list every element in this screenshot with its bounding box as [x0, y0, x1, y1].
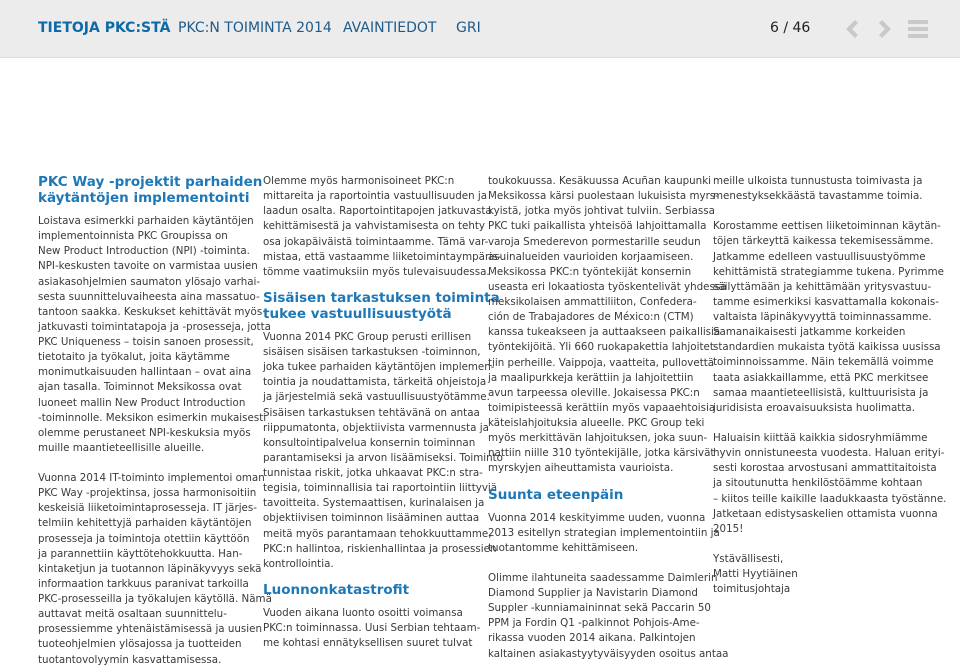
- previous-page-button[interactable]: [840, 17, 864, 41]
- text-line: ja järjestelmiä sekä vastuullisuustyötämme.: [263, 391, 490, 404]
- text-line: menestyksekkäästä tavastamme toimia.: [713, 190, 923, 203]
- text-line: juridisista eroavaisuuksista huolimatta.: [713, 401, 915, 414]
- text-line: PPM ja Fordin Q1 -palkinnot Pohjois-Ame-: [488, 617, 700, 630]
- text-line: sesti korostaa arvostusani ammattitaitoista: [713, 462, 937, 475]
- heading-line: Luonnonkatastrofit: [263, 581, 410, 598]
- text-line: meitä myös parantamaan tehokkuuttamme,: [263, 527, 492, 540]
- text-line: kyistä, jotka myös johtivat tulviin. Serbiassa: [488, 205, 715, 218]
- text-line: kintaketjun ja tuotannon läpinäkyvyys sekä: [38, 562, 262, 575]
- menu-icon: [906, 17, 930, 41]
- text-line: tuotantomme kehittämiseen.: [488, 541, 639, 554]
- text-line: sesta suunnitteluvaiheesta aina massatuo-: [38, 290, 260, 303]
- text-line: kontrollointia.: [263, 557, 334, 570]
- paragraph-harmonization: [263, 174, 503, 280]
- tab-pkc-toiminta-2014[interactable]: PKC:N TOIMINTA 2014: [178, 20, 332, 36]
- text-line: Samanaikaisesti jatkamme korkeiden: [713, 326, 906, 339]
- text-line: PKC Way -projektinsa, jossa harmonisoitiin: [38, 487, 257, 500]
- text-line: kanssa tukeakseen ja auttaakseen paikallisia: [488, 326, 721, 339]
- text-line: ción de Trabajadores de México:n (CTM): [488, 311, 694, 324]
- text-line: kaltainen asiakastyytyväisyyden osoitus antaa: [488, 647, 729, 660]
- text-line: prosesseja ja toimintoja otettiin käyttöön: [38, 532, 250, 545]
- paragraph-floods-help: [488, 174, 728, 477]
- text-line: tömme vaatimuksiin myös tulevaisuudessa.: [263, 265, 490, 278]
- text-line: keskeisiä liiketoimintaprosesseja. IT järjes-: [38, 502, 257, 515]
- text-line: useasta eri lokaatiosta työskentelivät yhdessä: [488, 280, 727, 293]
- heading-line: Sisäisen tarkastuksen toiminta: [263, 289, 500, 306]
- text-line: taata asiakkaillamme, että PKC merkitsee: [713, 371, 929, 384]
- column-1: [38, 174, 272, 668]
- text-line: Vuonna 2014 PKC Group perusti erillisen: [263, 330, 472, 343]
- heading-line: PKC Way -projektit parhaiden: [38, 174, 263, 190]
- paragraph-ethics: [713, 219, 946, 416]
- text-line: mittareita ja raportointia vastuullisuuden ja: [263, 190, 488, 203]
- text-line: sisäisen sisäisen tarkastuksen -toiminnon,: [263, 346, 481, 358]
- column-2: [263, 174, 503, 651]
- page-counter: 6 / 46: [770, 20, 811, 36]
- text-line: avun tarpeessa oleville. Jokaisessa PKC:n: [488, 386, 700, 399]
- text-line: ajan tasalla. Toiminnot Meksikossa ovat: [38, 381, 242, 394]
- tab-avaintiedot[interactable]: AVAINTIEDOT: [343, 20, 437, 36]
- text-line: New Product Introduction (NPI) -toiminta.: [38, 245, 250, 258]
- text-line: toiminnoissamme. Näin tekemällä voimme: [713, 356, 934, 369]
- text-line: Vuoden aikana luonto osoitti voimansa: [263, 606, 463, 619]
- text-line: käteislahjoituksia alueelle. PKC Group teki: [488, 417, 705, 429]
- paragraph-recognition: [713, 174, 946, 204]
- text-line: Jatkamme edelleen vastuullisuustyömme: [713, 250, 926, 263]
- text-line: tuoteohjelmien ylösajossa ja tuotteiden: [38, 638, 242, 651]
- text-line: PKC:n toiminnassa. Uusi Serbian tehtaam-: [263, 622, 481, 634]
- paragraph-thanks: [713, 431, 946, 537]
- text-line: ja sitoutunutta henkilöstöämme kohtaan: [713, 477, 923, 490]
- text-line: tunnistaa riskit, jotka uhkaavat PKC:n stra-: [263, 467, 483, 479]
- text-line: Matti Hyytiäinen: [713, 568, 798, 581]
- text-line: jatkuvasti toimintatapoja ja -prosesseja, jotta: [38, 320, 271, 333]
- text-line: joka tukee parhaiden käytäntöjen implemen-: [263, 361, 495, 374]
- heading-internal-audit: [263, 290, 503, 322]
- text-line: tantoon saakka. Keskukset kehittävät myös: [38, 305, 263, 318]
- text-line: myös merkittävän lahjoituksen, joka suun-: [488, 432, 708, 445]
- text-line: – kiitos teille kaikille laadukkaasta työstänne.: [713, 492, 947, 505]
- text-line: NPI-keskusten tavoite on varmistaa uusien: [38, 260, 258, 273]
- text-line: tiin perheille. Vaippoja, vaatteita, pullovettä: [488, 356, 715, 369]
- next-page-button[interactable]: [873, 17, 897, 41]
- heading-line: tukee vastuullisuustyötä: [263, 305, 452, 322]
- text-line: PKC-prosesseilla ja työkalujen käytöllä. Nämä: [38, 593, 272, 606]
- text-line: me kohtasi ennätyksellisen suuret tulvat: [263, 637, 473, 650]
- text-line: Meksikossa PKC:n työntekijät konsernin: [488, 265, 692, 278]
- text-line: 2015!: [713, 522, 744, 535]
- text-line: luoneet mallin New Product Introduction: [38, 396, 246, 409]
- text-line: Jatketaan edistysaskelien ottamista vuonna: [713, 507, 938, 520]
- text-line: tietotaito ja työkalut, joita käytämme: [38, 351, 230, 364]
- text-line: osa jokapäiväistä toimintaamme. Tämä var-: [263, 235, 489, 248]
- paragraph-awards: [488, 571, 728, 662]
- text-line: parantamiseksi ja arvon lisäämiseksi. Toiminto: [263, 451, 503, 464]
- text-line: telmiin kehitettyjä parhaiden käytäntöjen: [38, 517, 252, 530]
- text-line: riippumatonta, objektiivista varmennusta ja: [263, 421, 489, 434]
- text-line: toimitusjohtaja: [713, 583, 791, 596]
- heading-natural-disasters: [263, 582, 503, 598]
- text-line: rikassa vuoden 2014 aikana. Palkintojen: [488, 632, 696, 645]
- text-line: meksikolaisen ammattiliiton, Confedera-: [488, 296, 697, 308]
- text-line: tointia ja noudattamista, tärkeitä ohjeistoja: [263, 376, 487, 389]
- text-line: toimipisteessä kerättiin myös vapaaehtoisia: [488, 401, 716, 414]
- text-line: tegisia, toiminnallisia tai raportointiin liittyviä: [263, 482, 498, 495]
- text-line: Loistava esimerkki parhaiden käytäntöjen: [38, 215, 254, 227]
- text-line: ja maalipurkkeja kerättiin ja lahjoitettiin: [488, 371, 694, 384]
- paragraph-npi: [38, 214, 272, 456]
- heading-line: käytäntöjen implementointi: [38, 190, 250, 206]
- heading-line: Suunta eteenpäin: [488, 486, 624, 503]
- text-line: varoja Smederevon pormestarille seudun: [488, 235, 701, 248]
- text-line: työntekijöitä. Yli 660 ruokapakettia lahjoitet-: [488, 341, 718, 354]
- text-line: Meksikossa kärsi puolestaan lukuisista myrs-: [488, 190, 719, 203]
- text-line: Vuonna 2014 IT-toiminto implementoi oman: [38, 472, 265, 485]
- text-line: tamme esimerkiksi kasvattamalla kokonais-: [713, 295, 939, 308]
- text-line: meille ulkoista tunnustusta toimivasta ja: [713, 175, 923, 187]
- text-line: monimutkaisuuden hallintaan – ovat aina: [38, 366, 252, 379]
- text-line: asiakasohjelmien saumaton ylösajo varhai-: [38, 275, 261, 288]
- text-line: PKC tuki paikallista yhteisöä lahjoittamalla: [488, 220, 707, 233]
- tab-gri[interactable]: GRI: [456, 20, 481, 36]
- paragraph-internal-audit: [263, 330, 503, 572]
- heading-way-forward: [488, 487, 728, 503]
- text-line: kehittämisestä ja vahvistamisesta on tehty: [263, 220, 486, 233]
- text-line: Olimme ilahtuneita saadessamme Daimlerin: [488, 571, 718, 584]
- text-line: objektiivisen toiminnon lisääminen auttaa: [263, 512, 480, 525]
- signature-block: [713, 552, 946, 597]
- text-line: PKC:n hallintoa, riskienhallintaa ja prosessien: [263, 542, 497, 555]
- text-line: Ystävällisesti,: [713, 553, 784, 566]
- text-line: Korostamme eettisen liiketoiminnan käytän-: [713, 220, 941, 233]
- chevron-left-icon: [840, 17, 864, 41]
- paragraph-it-pkc-way: [38, 471, 272, 668]
- text-line: tuotantovolyymin kasvattamisessa.: [38, 653, 222, 666]
- text-line: Vuonna 2014 keskityimme uuden, vuonna: [488, 511, 706, 524]
- text-line: laadun osalta. Raportointitapojen jatkuvasta: [263, 205, 492, 218]
- column-4: [713, 174, 946, 597]
- text-line: valtaista läpinäkyvyyttä toiminnassamme.: [713, 311, 932, 324]
- text-line: Sisäisen tarkastuksen tehtävänä on antaa: [263, 406, 480, 419]
- text-line: muille maantieteellisille alueille.: [38, 441, 205, 454]
- text-line: toukokuussa. Kesäkuussa Acuñan kaupunki: [488, 175, 712, 187]
- text-line: Haluaisin kiittää kaikkia sidosryhmiämme: [713, 432, 928, 445]
- chevron-right-icon: [873, 17, 897, 41]
- text-line: ja parannettiin käyttötehokkuutta. Han-: [38, 547, 243, 560]
- text-line: Olemme myös harmonisoineet PKC:n: [263, 175, 455, 187]
- text-line: tavoitteita. Systemaattisen, kurinalaisen ja: [263, 497, 485, 510]
- text-line: nattiin niille 310 työntekijälle, jotka kärsivät: [488, 447, 715, 460]
- paragraph-natural-disasters: [263, 606, 503, 651]
- top-navigation-bar: [0, 0, 960, 58]
- text-line: samaa maantieteellisistä, kulttuurisista ja: [713, 386, 929, 399]
- text-line: -toiminnolle. Meksikon esimerkin mukaisesti: [38, 411, 267, 424]
- text-line: myrskyjen aiheuttamista vaurioista.: [488, 462, 674, 475]
- text-line: standardien mukaista työtä kaikissa uusissa: [713, 341, 941, 354]
- text-line: hyvin onnistuneesta vuodesta. Haluan erityi-: [713, 447, 945, 460]
- text-line: mistaa, että vastaamme liiketoimintaympäris-: [263, 250, 502, 263]
- text-line: töjen tärkeyttä kaikessa tekemisessämme.: [713, 235, 934, 248]
- text-line: asuinalueiden vaurioiden korjaamiseen.: [488, 250, 694, 263]
- text-line: 2013 esitellyn strategian implementointiin ja: [488, 526, 720, 539]
- text-line: prosessiemme yhtenäistämisessä ja uusien: [38, 623, 263, 636]
- tab-tietoja-pkc[interactable]: TIETOJA PKC:STÄ: [38, 20, 171, 36]
- text-line: Suppler -kunniamaininnat sekä Paccarin 50: [488, 602, 711, 615]
- menu-button[interactable]: [906, 17, 930, 41]
- text-line: säilyttämään ja kehittämään yritysvastuu-: [713, 280, 932, 293]
- text-line: Diamond Supplier ja Navistarin Diamond: [488, 587, 698, 600]
- text-line: konsultointipalvelua konsernin toiminnan: [263, 436, 476, 449]
- text-line: olemme perustaneet NPI-keskuksia myös: [38, 426, 251, 439]
- text-line: auttavat meitä osaltaan suunnittelu-: [38, 608, 227, 621]
- text-line: kehittämistä strategiamme tukena. Pyrimme: [713, 265, 944, 278]
- paragraph-strategy: [488, 511, 728, 556]
- text-line: PKC Uniqueness – toisin sanoen prosessit,: [38, 336, 254, 348]
- column-3: [488, 174, 728, 662]
- text-line: implementoinnista PKC Groupissa on: [38, 230, 228, 243]
- heading-pkc-way: [38, 174, 272, 206]
- text-line: informaation tarkkuus paranivat tarkoilla: [38, 577, 249, 590]
